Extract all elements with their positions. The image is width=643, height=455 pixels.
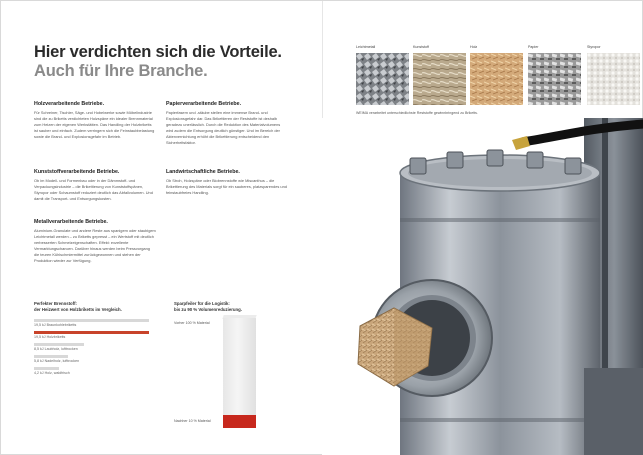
brennstoff-bar-row	[34, 319, 164, 328]
briquetting-machine-image	[322, 118, 643, 455]
headline-line-2: Auch für Ihre Branche.	[34, 62, 208, 80]
brennstoff-bar	[34, 319, 149, 322]
material-swatch-papier	[528, 53, 581, 105]
brennstoff-bar-label: 19,5 kJ Braunkohlebriketts	[34, 323, 77, 328]
section-text: Papierfasern und -stäube stellen eine immense Brand- und Explosionsgefahr dar. Das Brikettieren der Reststoffe ist deshalb geradezu unerlässlich. Durch die Reduktion des Materialvolumens wird zudem die Entsorgung deutlich günstiger. Und im Bereich der Aktenvernichtung erhöht die Brikettierung entscheidend den Sicherheitsfaktor.	[166, 110, 281, 146]
section-papier	[166, 101, 288, 147]
material-swatch-kunststoff	[413, 53, 466, 105]
section-text: Ob Stroh, Holzspäne oder Biobrennstoffe wie Miscanthus – die Brikettierung des Materials sorgt für ein sauberes, platzsparendes und feinstaubfreies Handling.	[166, 178, 287, 196]
volumen-before-label: Vorher 100 % Material	[174, 321, 210, 325]
section-title: Holzverarbeitende Betriebe.	[34, 101, 105, 107]
volumen-title-line-2: bis zu 90 % Volumenreduzierung.	[174, 307, 242, 312]
material-swatch-holz	[470, 53, 523, 105]
brennstoff-bar-label: 8,5 kJ Laubholz, lufttrocken	[34, 347, 78, 352]
brennstoff-title	[34, 301, 122, 313]
volumen-block-100	[223, 318, 256, 426]
brennstoff-bar	[34, 355, 68, 358]
brennstoff-bar-row	[34, 367, 164, 376]
volumen-title-line-1: Sparpfeiler für die Logistik:	[174, 301, 230, 306]
section-kunststoff	[34, 169, 156, 202]
brennstoff-title-line-2: der Heizwert von Holzbriketts im Vergleich.	[34, 307, 122, 312]
section-metall	[34, 219, 156, 265]
materials-caption: WEIMA verarbeitet unterschiedlichste Reststoffe gewinnbringend zu Briketts.	[356, 111, 478, 115]
material-swatch-styropor	[587, 53, 640, 105]
section-title: Metallverarbeitende Betriebe.	[34, 219, 108, 225]
brennstoff-bar-label: 4,2 kJ Holz, waldfrisch	[34, 371, 70, 376]
volumen-title	[174, 301, 242, 313]
volumen-block-10	[223, 415, 256, 428]
brennstoff-bar-label: 19,5 kJ Holzbriketts	[34, 335, 66, 340]
brennstoff-bar-label: 5,8 kJ Nadelholz, lufttrocken	[34, 359, 80, 364]
section-title: Kunststoffverarbeitende Betriebe.	[34, 169, 120, 175]
section-text: Für Schreiner, Tischler, Säge- und Hobelwerke sowie Möbelindustrie sind die zu Briketts verdichteten Holzspäne ein idealer Brennmaterial zum Heizen der eigenen Werkstätten. Das Handling der Holzbriketts ist sauber und einfach. Zudem verringern sich die Feinstaubbelastung sowie die Brand- und Explosionsgefahr im Betrieb.	[34, 110, 155, 140]
material-swatch-leichtmetall	[356, 53, 409, 105]
material-label-holz: Holz	[470, 45, 478, 49]
material-label-styropor: Styropor	[587, 45, 601, 49]
brennstoff-bar	[34, 331, 149, 334]
section-text: Aluminium-Granulate und andere Reste aus spanigem oder staubigem Leichtmetall werden – zu Briketts gepresst – ein Wertstoff mit deutlich verbesserten Schmelzeigenschaften. Effekt: exzellente Vermarktungschancen. Darüber hinaus werden beim Pressvorgang die teuren Kühlschmiermittel zurückgewonnen und stehen der Produktion wieder zur Verfügung.	[34, 228, 156, 264]
material-label-kunststoff: Kunststoff	[413, 45, 429, 49]
brennstoff-bar-row	[34, 331, 164, 340]
brennstoff-bar	[34, 367, 59, 370]
brennstoff-bar	[34, 343, 84, 346]
section-title: Landwirtschaftliche Betriebe.	[166, 169, 240, 175]
material-label-leichtmetall: Leichtmetall	[356, 45, 376, 49]
brennstoff-bar-row	[34, 355, 164, 364]
headline-line-1: Hier verdichten sich die Vorteile.	[34, 43, 282, 61]
section-text: Ob im Modell- und Formenbau oder in der Dämmstoff- und Verpackungsindustrie – die Brikettierung von Kunststoffspänen, Styropor oder Schaumstoff reduziert deutlich das Abfallvolumen. Und damit die Transport- und Entsorgungskosten.	[34, 178, 153, 202]
section-holz	[34, 101, 156, 140]
brennstoff-bar-row	[34, 343, 164, 352]
section-title: Papierverarbeitende Betriebe.	[166, 101, 242, 107]
material-label-papier: Papier	[528, 45, 539, 49]
volumen-after-label: Nachher 10 % Material	[174, 419, 211, 423]
brennstoff-title-line-1: Perfekter Brennstoff:	[34, 301, 77, 306]
section-landwirtschaft	[166, 169, 288, 196]
